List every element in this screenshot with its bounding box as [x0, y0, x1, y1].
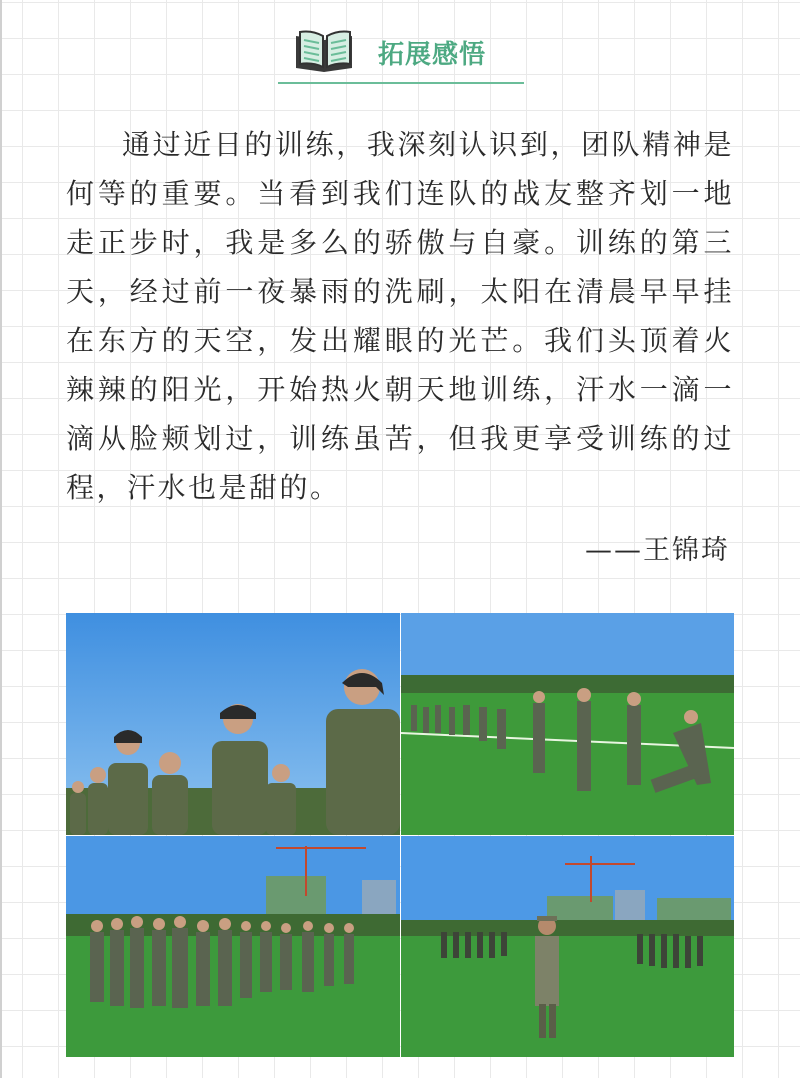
- photo-instructor-formation: [401, 836, 734, 1057]
- open-book-icon: [292, 26, 358, 74]
- photo-students-drilling: [401, 613, 734, 835]
- photo-students-standing: [66, 613, 400, 835]
- author-signature: ——王锦琦: [585, 535, 730, 566]
- page-left-border: [0, 0, 2, 1078]
- section-title: 拓展感悟: [378, 40, 487, 70]
- section-header: [0, 22, 800, 92]
- photo-students-marching: [66, 836, 400, 1057]
- photo-grid: [66, 613, 734, 1057]
- article-paragraph: 通过近日的训练，我深刻认识到，团队精神是何等的重要。当看到我们连队的战友整齐划一地走正步时，我是多么的骄傲与自豪。训练的第三天，经过前一夜暴雨的洗刷，太阳在清晨早早挂在东方的天空，发出耀眼的光芒。我们头顶着火辣辣的阳光，开始热火朝天地训练，汗水一滴一滴从脸颊划过，训练虽苦，但我更享受训练的过程，汗水也是甜的。: [66, 128, 734, 504]
- title-underline: [278, 82, 524, 84]
